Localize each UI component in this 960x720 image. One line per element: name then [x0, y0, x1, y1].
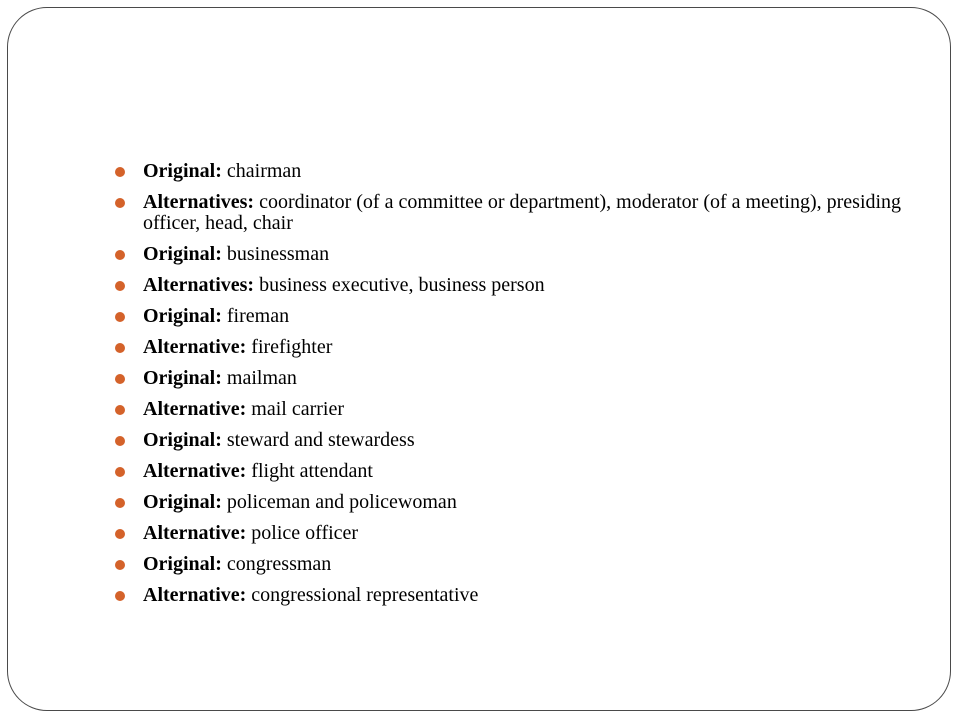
list-item [115, 192, 915, 234]
item-text: mailman [221, 367, 297, 389]
item-text: policeman and policewoman [221, 491, 457, 513]
item-text: business executive, business person [254, 274, 545, 296]
item-text: steward and stewardess [221, 429, 415, 451]
item-text: coordinator (of a committee or department), moderator (of a meeting), presiding officer, head, chair [143, 191, 902, 234]
list-item [115, 275, 915, 296]
item-text: mail carrier [246, 398, 345, 420]
item-term: Original: [143, 553, 222, 575]
item-term: Original: [143, 160, 222, 182]
item-text: police officer [246, 522, 359, 544]
item-text: firefighter [246, 336, 333, 358]
item-term: Alternative: [143, 336, 247, 358]
bullet-icon [115, 281, 125, 291]
item-term: Alternative: [143, 398, 247, 420]
list-item [115, 337, 915, 358]
bullet-icon [115, 498, 125, 508]
item-term: Original: [143, 305, 222, 327]
list-item [115, 368, 915, 389]
item-text: businessman [221, 243, 330, 265]
item-text: congressional representative [246, 584, 479, 606]
item-term: Alternative: [143, 460, 247, 482]
bullet-icon [115, 529, 125, 539]
item-term: Original: [143, 491, 222, 513]
list-item [115, 523, 915, 544]
bullet-list [115, 161, 915, 616]
list-item [115, 399, 915, 420]
bullet-icon [115, 436, 125, 446]
item-term: Alternatives: [143, 274, 255, 296]
item-text: congressman [221, 553, 332, 575]
item-term: Original: [143, 429, 222, 451]
item-term: Alternatives: [143, 191, 255, 213]
item-term: Alternative: [143, 584, 247, 606]
bullet-icon [115, 167, 125, 177]
item-term: Original: [143, 243, 222, 265]
bullet-icon [115, 591, 125, 601]
list-item [115, 492, 915, 513]
item-term: Original: [143, 367, 222, 389]
list-item [115, 461, 915, 482]
slide-frame [7, 7, 951, 711]
list-item [115, 585, 915, 606]
list-item [115, 430, 915, 451]
item-text: flight attendant [246, 460, 373, 482]
bullet-icon [115, 374, 125, 384]
bullet-icon [115, 250, 125, 260]
bullet-icon [115, 343, 125, 353]
bullet-icon [115, 312, 125, 322]
list-item [115, 244, 915, 265]
item-text: chairman [221, 160, 302, 182]
bullet-icon [115, 560, 125, 570]
bullet-icon [115, 467, 125, 477]
list-item [115, 306, 915, 327]
item-term: Alternative: [143, 522, 247, 544]
list-item [115, 554, 915, 575]
item-text: fireman [221, 305, 290, 327]
bullet-icon [115, 198, 125, 208]
bullet-icon [115, 405, 125, 415]
list-item [115, 161, 915, 182]
